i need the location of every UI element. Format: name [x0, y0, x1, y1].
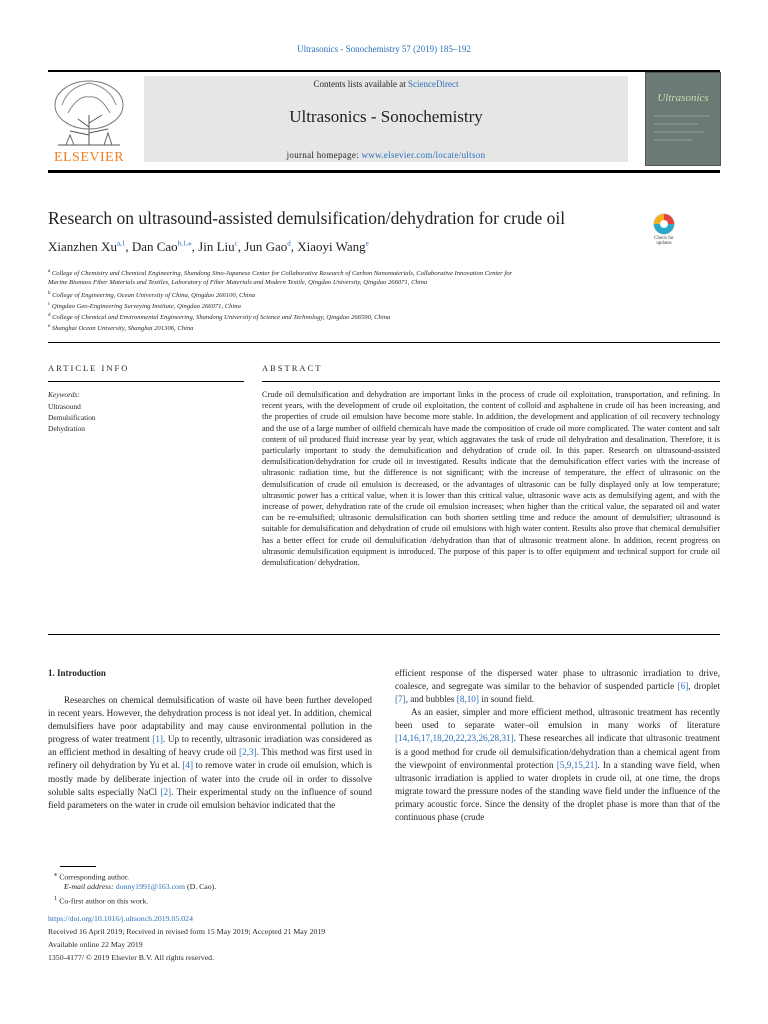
crossmark-label — [644, 236, 684, 246]
footnote-rule — [60, 866, 96, 867]
citation-link[interactable]: [1] — [152, 734, 163, 745]
author-sup[interactable]: a,1 — [116, 239, 126, 248]
affiliation-e — [48, 321, 648, 334]
affiliation-line: College of Chemical and Environmental Engineering, Shandong University of Science and Technology, Qingdao 266590, China — [52, 314, 391, 322]
author-name[interactable]: Dan Cao — [131, 239, 178, 254]
author-name[interactable]: Jun Gao — [244, 239, 288, 254]
citation-link[interactable]: [2] — [160, 786, 172, 797]
email-label: E-mail address: — [64, 882, 116, 891]
paragraph — [395, 706, 720, 824]
author-name[interactable]: Jin Liu — [198, 239, 235, 254]
body-text: . Up to recently, ultrasonic irradiation was considered as an efficient method in desalting of heavy crude oil — [48, 734, 372, 758]
author-sup[interactable]: d — [287, 239, 291, 248]
body-text: efficient response of the dispersed water phase to ultrasonic irradiation to drive, coalesce, and segregate was similar to the behavior of suspended particle — [395, 668, 720, 692]
homepage-line — [144, 150, 628, 160]
affiliation-sup: a — [48, 269, 51, 274]
abstract-text: Crude oil demulsification and dehydration are important links in the process of crude oil exploitation, transportation, and refining. In recent years, with the development of crude oil exploitation, the content of colloid and asphaltene in crude oil has been increasing, and the properties of crude oil emulsion have become more stable. In addition, the development and application of oil recovery technology and the use of a large number of oilfield chemicals have made the composition of crude oil more complicated. The water content and salt content of oil produced fluid increase year by year, which aggravates the task of crude oil dehydration and desalination. Therefore, it is particularly important to study the demulsification and dehydration of crude oil. In this paper. Research on ultrasound-assisted demulsification/dehydration for crude oil in investigated. Results indicate that the demulsification effect varies with the increase of ultrasonic radiation time, but the difference is not significant; with the increase of temperature, the effect of ultrasonic on the demulsification of crude oil emulsion is decreased, or the advantages of ultrasonic can be fully displayed only at low temperature; ultrasonic power has a critical value, when it is lower than this critical value, ultrasonic wave acts as demulsifying agent, and with the increase of power, dehydration rate of the crude oil emulsion increases; when higher than the critical value, the separated oil and water can be re-emulsified; ultrasonic demulsification can both shorten settling time and reduce the amount of demulsifier; ultrasound is suitable for demulsification and dehydration of crude oil emulsions with high water content. Results also prove that chemical demulsifier has a better effect for crude oil demulsification /dehydration than that of ultrasonic treatment alone. In addition, recent progress on ultrasonic demulsification equipment is introduced. The purpose of this paper is to offer equipment and technical support for crude oil demulsification/ dehydration. — [262, 390, 720, 568]
abstract-heading: ABSTRACT — [262, 363, 323, 373]
journal-title: Ultrasonics - Sonochemistry — [289, 107, 483, 126]
citation-link[interactable]: [7] — [395, 694, 406, 705]
homepage-prefix: journal homepage: — [286, 150, 362, 160]
affiliation-line: Qingdao Geo-Engineering Surveying Institute, Qingdao 266071, China — [51, 303, 241, 311]
article-info-rule — [48, 381, 244, 382]
body-text: . In a standing wave field, when ultrasonic irradiation is applied to water droplets in crude oil, at one time, the drops migrate toward the pressure nodes of the standing wave field under the influence of the primary acoustic force. Since the density of the droplet phase is more than that of the continuous phase (crude — [395, 759, 720, 823]
cover-title: Ultrasonics — [657, 92, 709, 104]
header-thick-rule — [48, 170, 720, 173]
keyword-item: Demulsification — [48, 413, 96, 422]
article-info-heading: ARTICLE INFO — [48, 363, 130, 373]
affiliation-sup: b — [48, 291, 51, 296]
author-sup[interactable]: c — [234, 239, 238, 248]
footnote-email — [64, 881, 216, 893]
elsevier-wordmark: ELSEVIER — [53, 150, 125, 165]
footnote-mark: ⁎ — [54, 871, 58, 878]
author-sup[interactable]: e — [365, 239, 369, 248]
keywords-label: Keywords: — [48, 390, 80, 399]
body-text: in sound field. — [478, 694, 535, 705]
contents-prefix: Contents lists available at — [313, 79, 408, 89]
footnote-cofirst — [54, 893, 148, 908]
body-text: As an easier, simpler and more efficient method, ultrasonic treatment has recently been used to separate water–oil emulsion in many works of literature — [395, 707, 720, 731]
crossmark-text-2: updates — [656, 241, 672, 246]
body-text: . Their experimental study on the influence of sound field parameters on the water in crude oil emulsion behavior indicated that the — [48, 786, 373, 810]
contents-line — [144, 79, 628, 89]
abstract-rule — [262, 381, 720, 382]
citation-link[interactable]: [2,3] — [239, 747, 257, 758]
paragraph — [395, 667, 720, 706]
citation-link[interactable]: [8,10] — [456, 694, 479, 705]
citation-link[interactable]: [14,16,17,18,20,22,23,26,28,31] — [395, 733, 514, 744]
doi-link[interactable]: https://doi.org/10.1016/j.ultsonch.2019.05.024 — [48, 914, 193, 923]
author-name[interactable]: Xiaoyi Wang — [297, 239, 366, 254]
affiliation-line: College of Engineering, Ocean University of China, Qingdao 266100, China — [52, 292, 256, 300]
affiliation-sup: c — [48, 302, 51, 307]
affiliation-sup: e — [48, 324, 51, 329]
available-online: Available online 22 May 2019 — [48, 940, 143, 949]
received-dates: Received 16 April 2019; Received in revised form 15 May 2019; Accepted 21 May 2019 — [48, 927, 326, 936]
article-title: Research on ultrasound-assisted demulsification/dehydration for crude oil — [48, 208, 566, 228]
keyword-item: Ultrasound — [48, 402, 81, 411]
body-text: to remove water in crude oil emulsion, which is mostly made by deliberate injection of water into the crude oil in order to dissolve soluble salts especially NaCl — [48, 760, 372, 797]
citation-link[interactable]: [5,9,15,21] — [556, 759, 598, 770]
body-text: , droplet — [688, 681, 721, 692]
footnote-mark: 1 — [54, 895, 58, 902]
affiliation-line: Shanghai Ocean University, Shanghai 201306, China — [51, 325, 194, 333]
email-link[interactable]: donny1991@163.com — [115, 882, 186, 891]
author-sup[interactable]: b,1,⁎ — [177, 239, 192, 248]
body-text: . This method was first used in refinery oil dehydration by Yu et al. — [48, 747, 372, 771]
introduction-heading: 1. Introduction — [48, 668, 106, 678]
affiliation-line: College of Chemistry and Chemical Engineering, Shandong Sino-Japanese Center for Collaborative Research of Carbon Nanomaterials, Collaborative Innovation Center for — [51, 270, 513, 278]
citation-link[interactable]: [4] — [182, 760, 194, 771]
cover-decoration — [652, 110, 712, 150]
citation-link[interactable]: [6] — [677, 681, 689, 692]
author-list: Xianzhen Xu$^{a,1}$, Dan Cao$^{b,1,⁎}$, Jin Liu$^c$, Jun Gao$^d$, Xiaoyi Wang$^e$ — [48, 239, 369, 254]
homepage-link[interactable]: www.elsevier.com/locate/ultson — [361, 150, 486, 160]
journal-reference[interactable]: Ultrasonics - Sonochemistry 57 (2019) 185–192 — [297, 44, 471, 54]
footnote-text: Corresponding author. — [59, 872, 129, 882]
section-rule — [48, 342, 720, 343]
copyright: 1350-4177/ © 2019 Elsevier B.V. All rights reserved. — [48, 953, 215, 962]
email-suffix: (D. Cao). — [185, 882, 217, 891]
sciencedirect-link[interactable]: ScienceDirect — [408, 79, 459, 89]
header-rule — [48, 70, 720, 72]
keyword-item: Dehydration — [48, 424, 85, 433]
body-column-right — [395, 667, 720, 824]
footnote-text: Co-first author on this work. — [59, 896, 149, 906]
body-text: , and bubbles — [405, 694, 457, 705]
body-text: Researches on chemical demulsification of waste oil have been further developed in recent years. However, the dehydration process is not ideal yet. In addition, chemical demulsifiers have poor adaptability and may cause environmental pollution in the progress of water treatment — [48, 695, 372, 745]
section-rule — [48, 634, 720, 635]
affiliation-sup: d — [48, 313, 51, 318]
affiliation-a-line2: Marine Biomass Fiber Materials and Textiles, Laboratory of Fiber Materials and Modern Textile, Qingdao University, Qingdao 266071, China — [48, 279, 428, 286]
body-column-left — [48, 694, 372, 812]
body-text: . These researches all indicate that ultrasonic treatment is a good method for crude oil demulsification/dehydration than a chemical agent from the viewpoint of environmental protection — [395, 733, 720, 770]
crossmark-text-1: Check for — [654, 236, 674, 241]
author-name[interactable]: Xianzhen Xu — [48, 239, 117, 254]
